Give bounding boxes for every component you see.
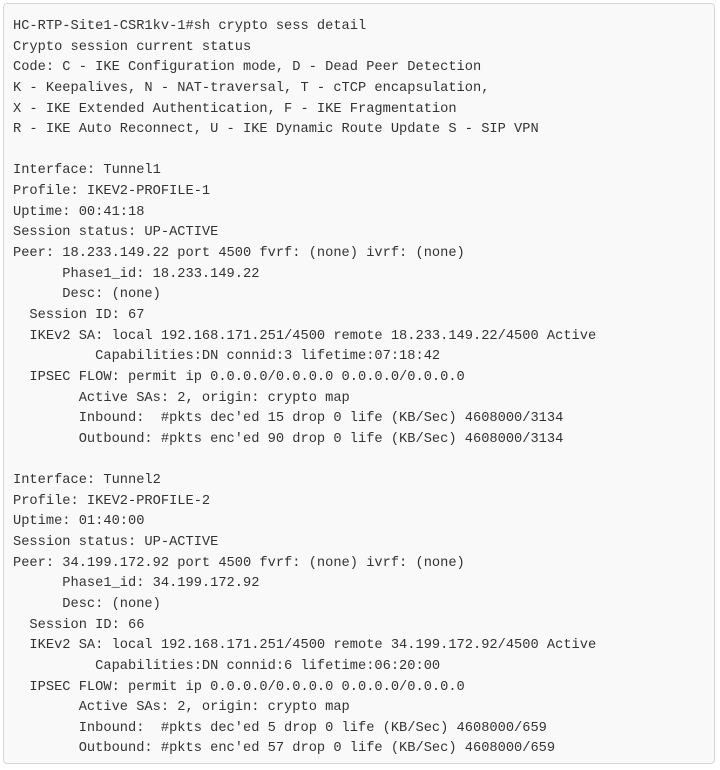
terminal-line: Active SAs: 2, origin: crypto map (13, 700, 350, 716)
terminal-line: Interface: Tunnel1 (13, 163, 161, 179)
terminal-line: Capabilities:DN connid:3 lifetime:07:18:42 (13, 349, 441, 365)
terminal-line: Uptime: 01:40:00 (13, 514, 145, 530)
terminal-line: Phase1_id: 34.199.172.92 (13, 576, 260, 592)
terminal-line: Peer: 18.233.149.22 port 4500 fvrf: (none) ivrf: (none) (13, 246, 465, 262)
terminal-line: Inbound: #pkts dec'ed 5 drop 0 life (KB/Sec) 4608000/659 (13, 720, 547, 736)
terminal-line: Desc: (none) (13, 287, 161, 303)
terminal-output-text (13, 17, 596, 760)
terminal-line: HC-RTP-Site1-CSR1kv-1#sh crypto sess detail (13, 19, 367, 34)
terminal-line: Profile: IKEV2-PROFILE-2 (13, 493, 211, 509)
terminal-line: Session status: UP-ACTIVE (13, 225, 219, 241)
terminal-line: Active SAs: 2, origin: crypto map (13, 390, 350, 406)
terminal-line: Inbound: #pkts dec'ed 15 drop 0 life (KB/Sec) 4608000/3134 (13, 411, 564, 427)
terminal-line: Session ID: 66 (13, 617, 145, 633)
terminal-line: R - IKE Auto Reconnect, U - IKE Dynamic Route Update S - SIP VPN (13, 122, 539, 138)
terminal-line: Code: C - IKE Configuration mode, D - Dead Peer Detection (13, 60, 482, 76)
terminal-line: Outbound: #pkts enc'ed 90 drop 0 life (KB/Sec) 4608000/3134 (13, 431, 564, 447)
terminal-line: Capabilities:DN connid:6 lifetime:06:20:00 (13, 658, 441, 674)
terminal-line: Peer: 34.199.172.92 port 4500 fvrf: (none) ivrf: (none) (13, 555, 465, 571)
terminal-line (13, 141, 596, 162)
terminal-line: Desc: (none) (13, 596, 161, 612)
terminal-line: K - Keepalives, N - NAT-traversal, T - cTCP encapsulation, (13, 80, 490, 96)
terminal-output-panel (3, 3, 715, 764)
terminal-line: X - IKE Extended Authentication, F - IKE Fragmentation (13, 101, 457, 117)
terminal-line: Crypto session current status (13, 39, 252, 55)
terminal-line: IPSEC FLOW: permit ip 0.0.0.0/0.0.0.0 0.0.0.0/0.0.0.0 (13, 369, 465, 385)
terminal-line (13, 450, 596, 471)
terminal-line: Profile: IKEV2-PROFILE-1 (13, 184, 211, 200)
terminal-line: Uptime: 00:41:18 (13, 204, 145, 220)
terminal-line: Interface: Tunnel2 (13, 473, 161, 489)
terminal-line: Session ID: 67 (13, 307, 145, 323)
terminal-line: IPSEC FLOW: permit ip 0.0.0.0/0.0.0.0 0.0.0.0/0.0.0.0 (13, 679, 465, 695)
terminal-line: IKEv2 SA: local 192.168.171.251/4500 remote 34.199.172.92/4500 Active (13, 638, 597, 654)
terminal-line: IKEv2 SA: local 192.168.171.251/4500 remote 18.233.149.22/4500 Active (13, 328, 597, 344)
terminal-line: Outbound: #pkts enc'ed 57 drop 0 life (KB/Sec) 4608000/659 (13, 741, 556, 757)
terminal-line: Phase1_id: 18.233.149.22 (13, 266, 260, 282)
terminal-line: Session status: UP-ACTIVE (13, 535, 219, 551)
